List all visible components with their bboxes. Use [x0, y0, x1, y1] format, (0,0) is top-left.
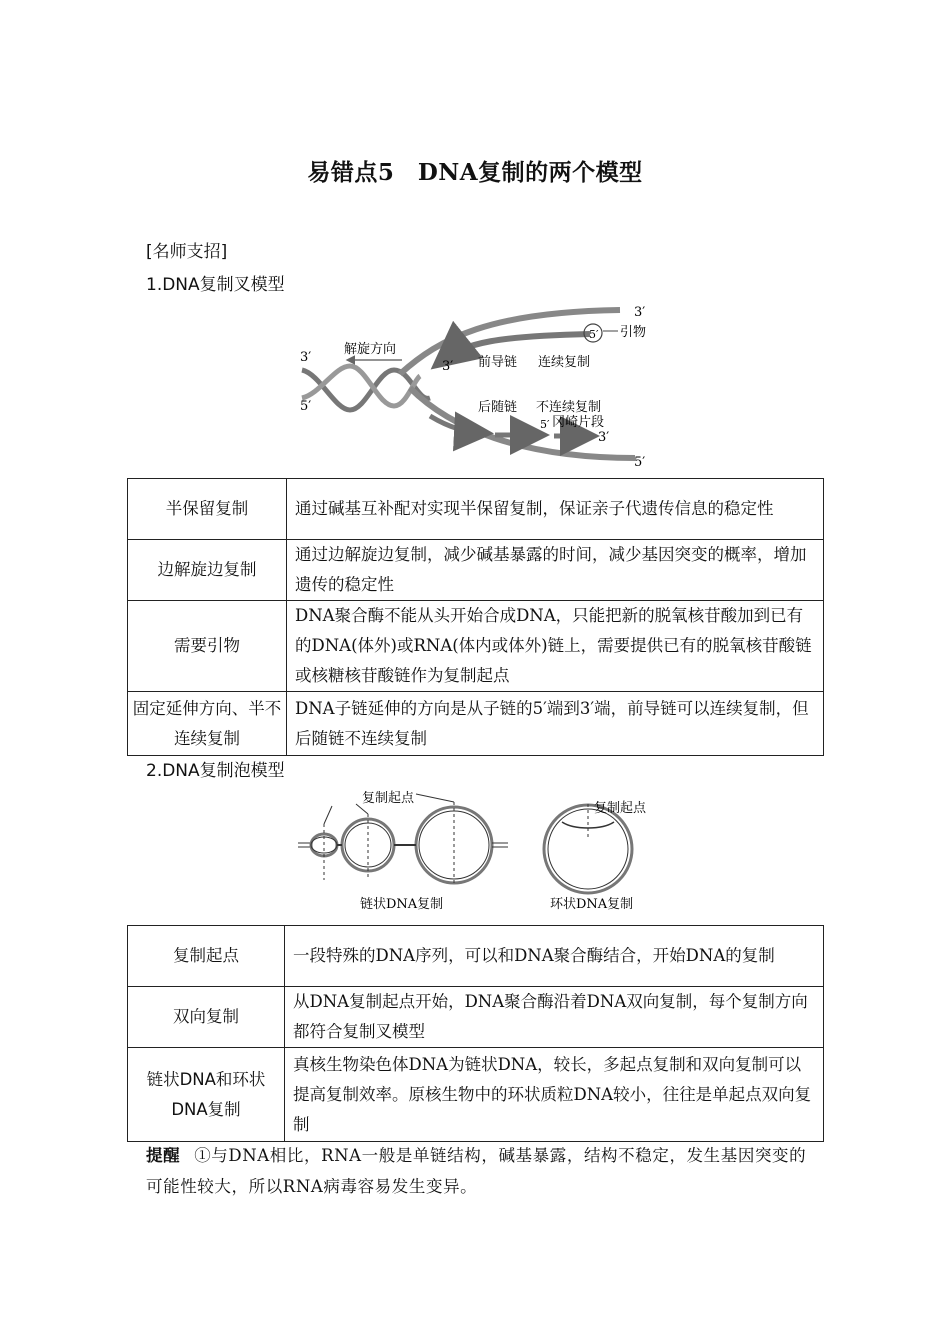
row-value: 通过边解旋边复制，减少碱基暴露的时间，减少基因突变的概率，增加遗传的稳定性 — [287, 540, 824, 601]
fork-model-table — [127, 478, 824, 756]
continuous-label: 连续复制 — [538, 355, 591, 370]
reminder-tag: 提醒 — [146, 1146, 181, 1165]
table-row — [128, 987, 824, 1048]
part2-heading: 2.DNA复制泡模型 — [146, 761, 285, 781]
part1-heading: 1.DNA复制叉模型 — [146, 275, 285, 295]
reminder-text: ①与DNA相比，RNA一般是单链结构，碱基暴露，结构不稳定，发生基因突变的可能性较大，所以RNA病毒容易发生变异。 — [146, 1146, 807, 1196]
lagging-strand-label: 后随链 — [478, 400, 518, 415]
unwind-direction-label: 解旋方向 — [344, 342, 397, 357]
row-value: DNA聚合酶不能从头开始合成DNA，只能把新的脱氧核苷酸加到已有的DNA(体外)或RNA(体内或体外)链上，需要提供已有的脱氧核苷酸链或核糖核苷酸链作为复制起点 — [287, 601, 824, 692]
primer-label: 引物 — [620, 325, 647, 340]
row-key: 固定延伸方向、半不连续复制 — [128, 692, 287, 756]
row-value: 从DNA复制起点开始，DNA聚合酶沿着DNA双向复制，每个复制方向都符合复制叉模型 — [285, 987, 824, 1048]
table-row — [128, 692, 824, 756]
end-label-left-5: 5′ — [300, 399, 312, 414]
okazaki-end-3: 3′ — [598, 430, 610, 445]
row-key: 边解旋边复制 — [128, 540, 287, 601]
okazaki-end-5: 5′ — [540, 418, 550, 431]
discontinuous-label: 不连续复制 — [536, 400, 602, 415]
circular-caption: 环状DNA复制 — [550, 897, 634, 912]
replication-fork-diagram — [290, 298, 670, 473]
reminder-note — [146, 1140, 816, 1202]
page-title: 易错点5 DNA复制的两个模型 — [307, 159, 643, 186]
row-key: 需要引物 — [128, 601, 287, 692]
table-row — [128, 540, 824, 601]
bubble-model-table — [127, 925, 824, 1142]
circular-dna — [544, 804, 632, 893]
section-label: [名师支招] — [146, 242, 228, 262]
row-value: 真核生物染色体DNA为链状DNA，较长，多起点复制和双向复制可以提高复制效率。原核生物中的环状质粒DNA较小，往往是单起点双向复制 — [285, 1048, 824, 1142]
end-label-bottom-5: 5′ — [634, 455, 646, 470]
table-row — [128, 479, 824, 540]
linear-caption: 链状DNA复制 — [360, 897, 444, 912]
table-row — [128, 1048, 824, 1142]
end-label-left-3: 3′ — [300, 350, 312, 365]
row-value: 通过碱基互补配对实现半保留复制，保证亲子代遗传信息的稳定性 — [287, 479, 824, 540]
row-key: 双向复制 — [128, 987, 285, 1048]
row-key: 链状DNA和环状DNA复制 — [128, 1048, 285, 1142]
row-key: 半保留复制 — [128, 479, 287, 540]
table-row — [128, 926, 824, 987]
leading-strand-label: 前导链 — [478, 355, 518, 370]
linear-origin-label: 复制起点 — [362, 791, 415, 806]
row-value: 一段特殊的DNA序列，可以和DNA聚合酶结合，开始DNA的复制 — [285, 926, 824, 987]
end-label-leading-3: 3′ — [442, 359, 454, 374]
primer-end-label: 5′ — [589, 328, 599, 341]
row-key: 复制起点 — [128, 926, 285, 987]
end-label-top-3: 3′ — [634, 305, 646, 320]
okazaki-label: 冈崎片段 — [552, 415, 605, 430]
row-value: DNA子链延伸的方向是从子链的5′端到3′端，前导链可以连续复制，但后随链不连续复制 — [287, 692, 824, 756]
table-row — [128, 601, 824, 692]
linear-dna — [298, 794, 508, 884]
circular-origin-label: 复制起点 — [594, 801, 647, 816]
replication-bubble-diagram — [296, 784, 666, 919]
